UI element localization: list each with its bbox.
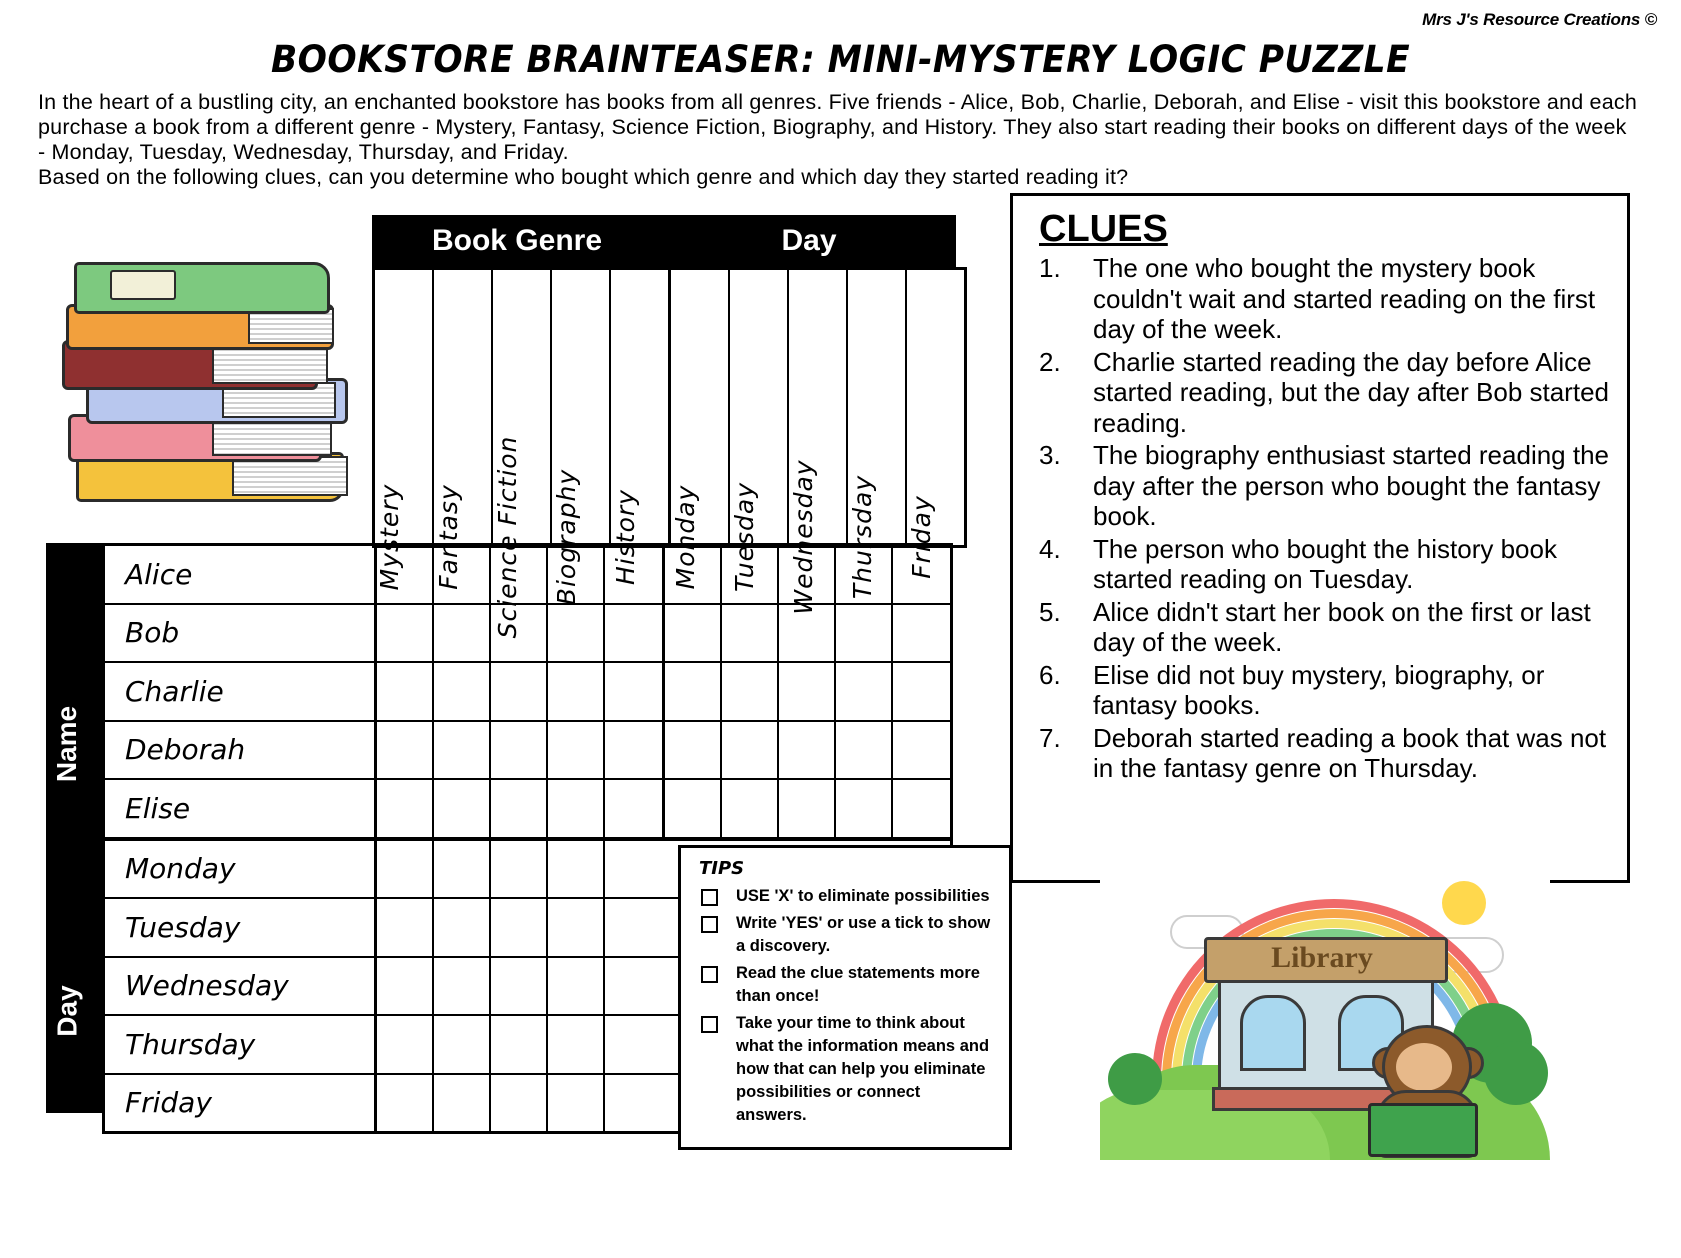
- library-sign-text: Library: [1271, 941, 1373, 974]
- grid-cell[interactable]: [722, 780, 779, 837]
- grid-cell[interactable]: [548, 605, 605, 662]
- grid-cell[interactable]: [548, 780, 605, 837]
- grid-cell[interactable]: [434, 1075, 491, 1132]
- grid-cell[interactable]: [491, 722, 548, 779]
- header-day: Day: [781, 224, 837, 257]
- column-label-history: [610, 270, 668, 585]
- intro-paragraph-1: In the heart of a bustling city, an enchanted bookstore has books from all genres. Five friends - Alice, Bob, Charlie, Deborah, and Elise - visit this bookstore and each purchase a book from a different genre - Mystery, Fantasy, Science Fiction, Biography, and History. They also start reading their books on different days of the week - Monday, Tuesday, Wednesday, Thursday, and Friday.: [38, 90, 1637, 164]
- grid-cell[interactable]: [377, 1075, 434, 1132]
- clue-number: 5.: [1039, 596, 1061, 627]
- grid-cell[interactable]: [605, 841, 662, 898]
- tips-heading: TIPS: [699, 858, 745, 879]
- column-label-fantasy: [433, 270, 493, 590]
- grid-cell[interactable]: [605, 546, 662, 603]
- day-cells: [665, 722, 950, 779]
- list-item: [1031, 723, 1609, 784]
- grid-cell[interactable]: [548, 958, 605, 1015]
- grid-cell[interactable]: [605, 663, 662, 720]
- grid-cell[interactable]: [434, 663, 491, 720]
- grid-cell[interactable]: [605, 899, 662, 956]
- grid-cell[interactable]: [605, 1075, 662, 1132]
- list-item: [695, 962, 995, 1008]
- genre-column-labels: [372, 267, 668, 639]
- column-label-text: Tuesday: [729, 482, 759, 592]
- clue-number: 6.: [1039, 659, 1061, 690]
- grid-cell[interactable]: [836, 663, 893, 720]
- grid-cell[interactable]: [665, 722, 722, 779]
- checkbox-icon[interactable]: [701, 889, 718, 906]
- column-label-text: Wednesday: [788, 459, 818, 615]
- list-item: [695, 1012, 995, 1127]
- list-item: [1031, 253, 1609, 345]
- books-stack-illustration: [62, 262, 362, 527]
- grid-cell[interactable]: [722, 663, 779, 720]
- grid-column-labels: [372, 267, 967, 639]
- genre-cells: [377, 958, 662, 1015]
- grid-cell[interactable]: [548, 841, 605, 898]
- grid-cell[interactable]: [893, 780, 950, 837]
- genre-cells: [377, 899, 662, 956]
- grid-cell[interactable]: [779, 546, 836, 603]
- clues-heading: CLUES: [1039, 208, 1168, 250]
- page-title: BOOKSTORE BRAINTEASER: MINI-MYSTERY LOGIC PUZZLE: [270, 38, 1411, 81]
- day-cells: [665, 780, 950, 837]
- row-label-charlie: Charlie: [105, 663, 377, 720]
- column-label-text: Fantasy: [433, 484, 463, 590]
- grid-cell[interactable]: [548, 1075, 605, 1132]
- grid-cell[interactable]: [665, 663, 722, 720]
- clues-list: [1031, 253, 1609, 784]
- table-row: [105, 780, 950, 841]
- column-label-monday: [670, 270, 730, 590]
- genre-cells: [377, 841, 662, 898]
- grid-cell[interactable]: [548, 899, 605, 956]
- grid-cell[interactable]: [665, 546, 722, 603]
- grid-cell[interactable]: [434, 605, 491, 662]
- tip-text: Read the clue statements more than once!: [736, 964, 980, 1005]
- grid-cell[interactable]: [548, 722, 605, 779]
- copyright-notice: Mrs J's Resource Creations ©: [1422, 10, 1657, 29]
- row-label-friday: Friday: [105, 1075, 377, 1132]
- table-row: [105, 605, 950, 664]
- grid-cell[interactable]: [836, 780, 893, 837]
- grid-cell[interactable]: [779, 722, 836, 779]
- checkbox-icon[interactable]: [701, 966, 718, 983]
- column-label-tuesday: [729, 270, 789, 592]
- grid-cell[interactable]: [605, 722, 662, 779]
- grid-cell[interactable]: [491, 958, 548, 1015]
- grid-cell[interactable]: [434, 722, 491, 779]
- column-label-text: Biography: [551, 468, 581, 606]
- day-cells: [665, 605, 950, 662]
- list-item: [1031, 347, 1609, 439]
- tip-text: Take your time to think about what the information means and how that can help you eliminate possibilities or connect answers.: [736, 1014, 990, 1124]
- clue-text: The biography enthusiast started reading the day after the person who bought the fantasy book.: [1093, 440, 1610, 531]
- monkey-face: [1396, 1043, 1452, 1091]
- grid-cell[interactable]: [377, 841, 434, 898]
- column-label-biography: [551, 270, 611, 606]
- grid-cell[interactable]: [836, 546, 893, 603]
- grid-column-group-headers: [372, 215, 956, 267]
- row-label-wednesday: Wednesday: [105, 958, 377, 1015]
- row-group-label-day: Day: [51, 985, 83, 1037]
- grid-cell[interactable]: [491, 780, 548, 837]
- grid-cell[interactable]: [605, 605, 662, 662]
- book-pages-5: [232, 456, 348, 496]
- checkbox-icon[interactable]: [701, 916, 718, 933]
- column-label-mystery: [374, 270, 434, 591]
- row-label-elise: Elise: [105, 780, 377, 837]
- clue-number: 2.: [1039, 346, 1061, 377]
- list-item: [695, 912, 995, 958]
- genre-cells: [377, 663, 665, 720]
- grid-cell[interactable]: [377, 1016, 434, 1073]
- row-label-monday: Monday: [105, 841, 377, 898]
- genre-cells: [377, 605, 665, 662]
- bush-icon: [1484, 1041, 1548, 1105]
- grid-cell[interactable]: [434, 780, 491, 837]
- day-column-labels: [668, 267, 967, 615]
- grid-cell[interactable]: [893, 605, 950, 662]
- genre-cells: [377, 780, 665, 837]
- grid-cell[interactable]: [779, 663, 836, 720]
- intro-paragraph-2: Based on the following clues, can you determine who bought which genre and which day they started reading it?: [38, 165, 1129, 189]
- sun-icon: [1442, 881, 1486, 925]
- table-row: [105, 663, 950, 722]
- grid-cell[interactable]: [548, 663, 605, 720]
- clue-number: 7.: [1039, 722, 1061, 753]
- day-cells: [665, 546, 950, 603]
- grid-cell[interactable]: [893, 546, 950, 603]
- grid-cell[interactable]: [722, 546, 779, 603]
- library-window-left: [1240, 995, 1306, 1071]
- grid-cell[interactable]: [491, 605, 548, 662]
- column-label-thursday: [847, 270, 907, 600]
- clue-text: Alice didn't start her book on the first or last day of the week.: [1093, 596, 1591, 657]
- grid-cell[interactable]: [377, 546, 434, 603]
- column-label-science-fiction: [492, 270, 552, 639]
- monkey-book: [1368, 1103, 1478, 1157]
- grid-cell[interactable]: [434, 958, 491, 1015]
- row-label-alice: Alice: [105, 546, 377, 603]
- column-label-text: Science Fiction: [492, 435, 522, 639]
- book-pages-2: [212, 344, 328, 384]
- column-label-text: Thursday: [847, 474, 877, 600]
- list-item: [695, 885, 995, 908]
- grid-cell[interactable]: [779, 780, 836, 837]
- clue-text: Charlie started reading the day before Alice started reading, but the day after Bob started reading.: [1093, 346, 1609, 438]
- column-label-text: Friday: [906, 495, 936, 579]
- list-item: [1031, 597, 1609, 658]
- intro-text: [38, 90, 1638, 190]
- grid-cell[interactable]: [722, 722, 779, 779]
- grid-cell[interactable]: [893, 663, 950, 720]
- table-row: [105, 546, 950, 605]
- book-label-patch: [110, 270, 176, 300]
- grid-cell[interactable]: [605, 958, 662, 1015]
- clue-text: The one who bought the mystery book couldn't wait and started reading on the first day of the week.: [1093, 253, 1596, 344]
- column-label-friday: [906, 270, 964, 579]
- grid-cell[interactable]: [491, 663, 548, 720]
- grid-cell[interactable]: [665, 605, 722, 662]
- list-item: [1031, 440, 1609, 532]
- row-group-bar: [46, 543, 102, 1113]
- grid-cell[interactable]: [491, 546, 548, 603]
- library-scene-illustration: [1100, 875, 1550, 1160]
- column-label-text: Monday: [670, 484, 700, 590]
- grid-cell[interactable]: [491, 1075, 548, 1132]
- grid-cell[interactable]: [377, 605, 434, 662]
- genre-cells: [377, 1075, 662, 1132]
- grid-cell[interactable]: [377, 958, 434, 1015]
- grid-cell[interactable]: [491, 899, 548, 956]
- clue-text: Deborah started reading a book that was not in the fantasy genre on Thursday.: [1093, 722, 1607, 783]
- grid-cell[interactable]: [491, 1016, 548, 1073]
- list-item: [1031, 660, 1609, 721]
- grid-cell[interactable]: [893, 722, 950, 779]
- tip-text: Write 'YES' or use a tick to show a discovery.: [736, 914, 991, 955]
- day-cells: [665, 663, 950, 720]
- row-group-label-name: Name: [51, 705, 83, 783]
- header-book-genre: Book Genre: [431, 224, 603, 257]
- clues-panel: [1010, 193, 1630, 883]
- column-label-text: History: [610, 489, 640, 585]
- grid-cell[interactable]: [605, 1016, 662, 1073]
- grid-cell[interactable]: [548, 546, 605, 603]
- row-label-bob: Bob: [105, 605, 377, 662]
- grid-cell[interactable]: [548, 1016, 605, 1073]
- column-label-wednesday: [788, 270, 848, 615]
- grid-cell[interactable]: [434, 899, 491, 956]
- checkbox-icon[interactable]: [701, 1016, 718, 1033]
- grid-cell[interactable]: [434, 1016, 491, 1073]
- column-label-text: Mystery: [374, 483, 404, 591]
- clue-number: 4.: [1039, 533, 1061, 564]
- bush-icon: [1108, 1053, 1162, 1105]
- grid-cell[interactable]: [836, 605, 893, 662]
- genre-cells: [377, 722, 665, 779]
- grid-cell[interactable]: [605, 780, 662, 837]
- genre-cells: [377, 546, 665, 603]
- list-item: [1031, 534, 1609, 595]
- grid-cell[interactable]: [665, 780, 722, 837]
- grid-cell[interactable]: [836, 722, 893, 779]
- grid-cell[interactable]: [722, 605, 779, 662]
- row-label-tuesday: Tuesday: [105, 899, 377, 956]
- clue-number: 1.: [1039, 253, 1061, 283]
- row-label-thursday: Thursday: [105, 1016, 377, 1073]
- grid-cell[interactable]: [434, 546, 491, 603]
- tip-text: USE 'X' to eliminate possibilities: [736, 887, 990, 905]
- grid-cell[interactable]: [434, 841, 491, 898]
- clue-text: Elise did not buy mystery, biography, or fantasy books.: [1093, 659, 1545, 720]
- grid-cell[interactable]: [377, 780, 434, 837]
- grid-cell[interactable]: [491, 841, 548, 898]
- clue-text: The person who bought the history book started reading on Tuesday.: [1093, 533, 1557, 594]
- table-row: [105, 722, 950, 781]
- grid-cell[interactable]: [377, 899, 434, 956]
- genre-cells: [377, 1016, 662, 1073]
- grid-cell[interactable]: [377, 722, 434, 779]
- row-label-deborah: Deborah: [105, 722, 377, 779]
- grid-cell[interactable]: [779, 605, 836, 662]
- grid-cell[interactable]: [377, 663, 434, 720]
- tips-panel: [678, 845, 1012, 1150]
- clue-number: 3.: [1039, 440, 1061, 470]
